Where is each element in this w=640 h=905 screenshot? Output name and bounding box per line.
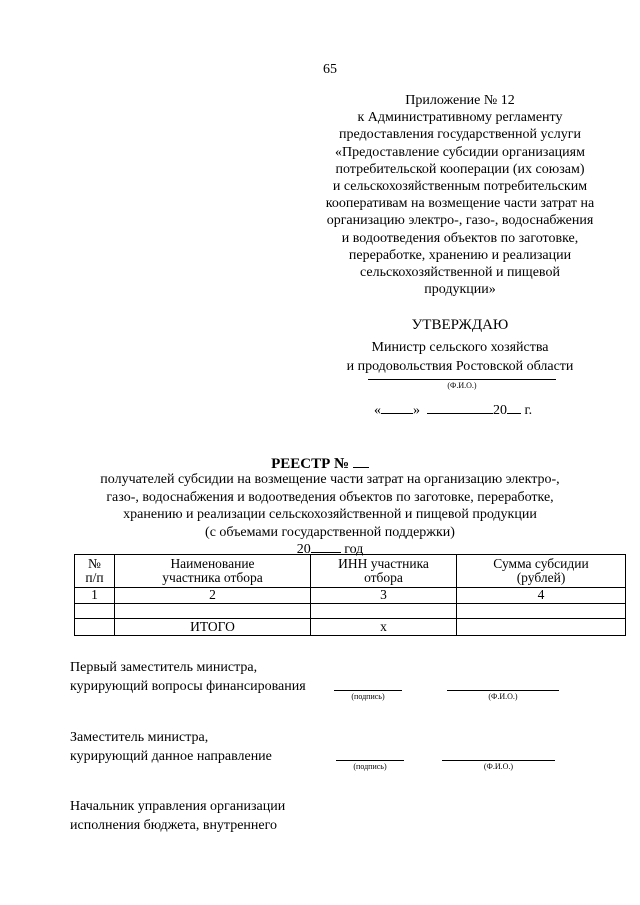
signer-deputy [70,729,272,766]
registry-description [60,471,600,541]
registry-year-blank [311,541,341,553]
date-close-quote: » [413,403,420,418]
approval-position: Министр сельского хозяйства [371,340,549,355]
registry-description-line: получателей субсидии на возмещение части затрат на организацию электро-, [100,472,560,487]
appendix-line: «Предоставление субсидии организациям [335,144,585,160]
date-year-suffix: г. [524,403,533,418]
column-number-cell: 3 [311,588,457,604]
approval-title: УТВЕРЖДАЮ [411,317,509,333]
appendix-line: организацию электро-, газо-, водоснабжения [326,213,594,229]
signer-line: курирующий вопросы финансирования [70,678,306,694]
date-day-blank [381,402,413,414]
table-total-row [75,619,626,636]
table-row [75,604,626,619]
appendix-line: к Административному регламенту [357,110,563,126]
signer-budget-head [70,798,285,835]
registry-description-line: хранению и реализации сельскохозяйственной и пищевой продукции [123,507,537,523]
registry-title-text: РЕЕСТР № [271,456,350,472]
approval-signature-line [368,379,556,380]
appendix-line: и водоотведения объектов по заготовке, [341,230,579,246]
signer-line: Заместитель министра, [70,730,209,745]
column-number-cell: 1 [75,588,115,604]
signer-line: Первый заместитель министра, [70,660,258,675]
column-number-cell: 2 [115,588,311,604]
appendix-line: потребительской кооперации (их союзам) [335,161,585,177]
table-cell [115,604,311,619]
fio-caption: (Ф.И.О.) [483,762,514,771]
table-header-row [75,555,626,588]
appendix-header [290,92,630,298]
signature-line [336,760,404,761]
fio-line [442,760,555,761]
appendix-line: переработке, хранению и реализации [348,247,572,263]
signer-line: исполнения бюджета, внутреннего [70,817,278,833]
table-cell [75,619,115,636]
registry-description-line: газо-, водоснабжения и водоотведения объектов по заготовке, переработке, [106,489,554,505]
table-cell [75,604,115,619]
date-month-blank [427,402,493,414]
column-number-cell: 4 [457,588,626,604]
signature-caption: (подпись) [351,692,385,701]
page-number: 65 [323,62,337,77]
total-label: ИТОГО [115,619,311,636]
fio-line [447,690,559,691]
signature-caption: (подпись) [353,762,387,771]
appendix-line: предоставления государственной услуги [339,127,581,143]
registry-year-suffix: год [344,542,364,557]
signer-line: курирующий данное направление [70,748,272,764]
approval-organization: и продовольствия Ростовской области [346,359,574,374]
approval-date [374,402,574,418]
appendix-line: продукции» [424,282,496,298]
table-column-numbers-row [75,588,626,604]
signature-line [334,690,402,691]
registry-title [0,455,640,472]
signer-first-deputy [70,659,306,696]
registry-number-blank [353,455,369,468]
header-inn: ИНН участника отбора [311,555,457,588]
date-year-prefix: 20 [493,403,507,418]
date-open-quote: « [374,403,381,418]
signer-line: Начальник управления организации [70,799,286,814]
table-cell [311,604,457,619]
appendix-line: сельскохозяйственной и пищевой [360,265,560,281]
date-year-blank [507,402,521,414]
header-subsidy-amount: Сумма субсидии (рублей) [457,555,626,588]
total-inn: х [311,619,457,636]
approval-fio-caption: (Ф.И.О.) [447,381,477,390]
approval-block [290,316,630,376]
table-cell [457,604,626,619]
appendix-line: Приложение № 12 [405,93,515,108]
registry-table [74,554,626,636]
header-participant-name: Наименование участника отбора [115,555,311,588]
appendix-line: кооперативам на возмещение части затрат на [325,196,595,212]
registry-description-line: (с объемами государственной поддержки) [205,524,455,540]
appendix-line: и сельскохозяйственным потребительским [332,179,588,195]
registry-year-prefix: 20 [296,542,311,557]
fio-caption: (Ф.И.О.) [488,692,518,701]
header-number: № п/п [75,555,115,588]
total-amount [457,619,626,636]
